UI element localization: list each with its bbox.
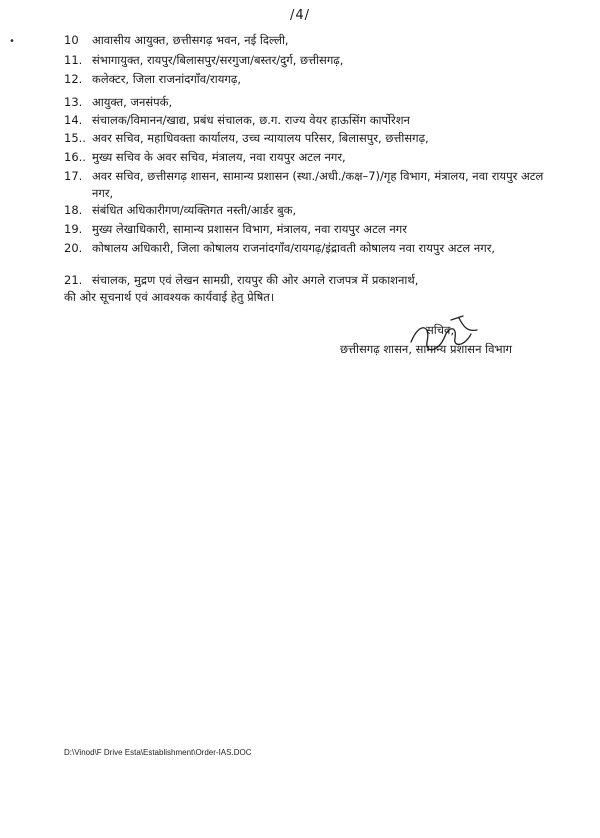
list-item [64,168,562,202]
list-item-text: आयुक्त, जनसंपर्क, [92,95,173,109]
closing-line: की ओर सूचनार्थ एवं आवश्यक कार्यवाई हेतु प्रेषित। [64,290,275,304]
signatory-title: सचिव, [426,323,455,337]
list-item [64,149,562,166]
file-path-footer: D:\Vinod\F Drive Esta\Establishment\Order-IAS.DOC [64,748,252,757]
list-item-text: मुख्य लेखाधिकारी, सामान्य प्रशासन विभाग, मंत्रालय, नवा रायपुर अटल नगर [92,222,407,236]
list-item-text: अवर सचिव, छत्तीसगढ़ शासन, सामान्य प्रशासन (स्था./अधी./कक्ष–7)/गृह विभाग, मंत्रालय, नवा रायपुर अटल नगर, [92,169,544,200]
list-item-number: 16.. [64,150,86,164]
list-item-text: अवर सचिव, महाधिवक्ता कार्यालय, उच्च न्यायालय परिसर, बिलासपुर, छत्तीसगढ़, [92,131,429,145]
list-item [64,240,562,257]
list-item-text: संभागायुक्त, रायपुर/बिलासपुर/सरगुजा/बस्तर/दुर्ग, छत्तीसगढ़, [92,53,344,67]
list-item [64,221,562,238]
list-item-text: कलेक्टर, जिला राजनांदगाँव/रायगढ़, [92,72,242,86]
list-item [64,130,562,147]
list-item-number: 21. [64,273,83,287]
list-item-number: 13. [64,95,83,109]
list-item-number: 19. [64,222,83,236]
list-item [64,272,562,289]
list-item-number: 15.. [64,131,86,145]
list-item-text: आवासीय आयुक्त, छत्तीसगढ़ भवन, नई दिल्ली, [92,33,289,47]
list-item-number: 11. [64,53,83,67]
page-number: /4/ [289,8,311,23]
list-item [64,112,562,129]
list-item-text: संबंधित अधिकारीगण/व्यक्तिगत नस्ती/आर्डर बुक, [92,203,297,217]
list-item-number: 20. [64,241,83,255]
list-item-text: संचालक, मुद्रण एवं लेखन सामग्री, रायपुर की ओर अगले राजपत्र में प्रकाशनार्थ, [92,273,419,287]
list-item [64,202,562,219]
corner-mark: • [9,36,15,47]
list-item [64,52,562,69]
signatory-department: छत्तीसगढ़ शासन, सामान्य प्रशासन विभाग [340,342,513,356]
list-item-number: 12. [64,72,83,86]
list-item-text: कोषालय अधिकारी, जिला कोषालय राजनांदगाँव/रायगढ़/इंद्रावती कोषालय नवा रायपुर अटल नगर, [92,241,496,255]
list-item-number: 17. [64,169,83,183]
list-item-text: मुख्य सचिव के अवर सचिव, मंत्रालय, नवा रायपुर अटल नगर, [92,150,346,164]
list-item-number: 14. [64,113,83,127]
signature-block [340,322,570,359]
list-item [64,71,562,88]
list-item-text: संचालक/विमानन/खाद्य, प्रबंध संचालक, छ.ग. राज्य वेयर हाऊसिंग कार्पोरेशन [92,113,410,127]
list-item-number: 18. [64,203,83,217]
list-item [64,94,562,111]
list-item [64,32,562,49]
list-item-number: 10 [64,33,79,47]
